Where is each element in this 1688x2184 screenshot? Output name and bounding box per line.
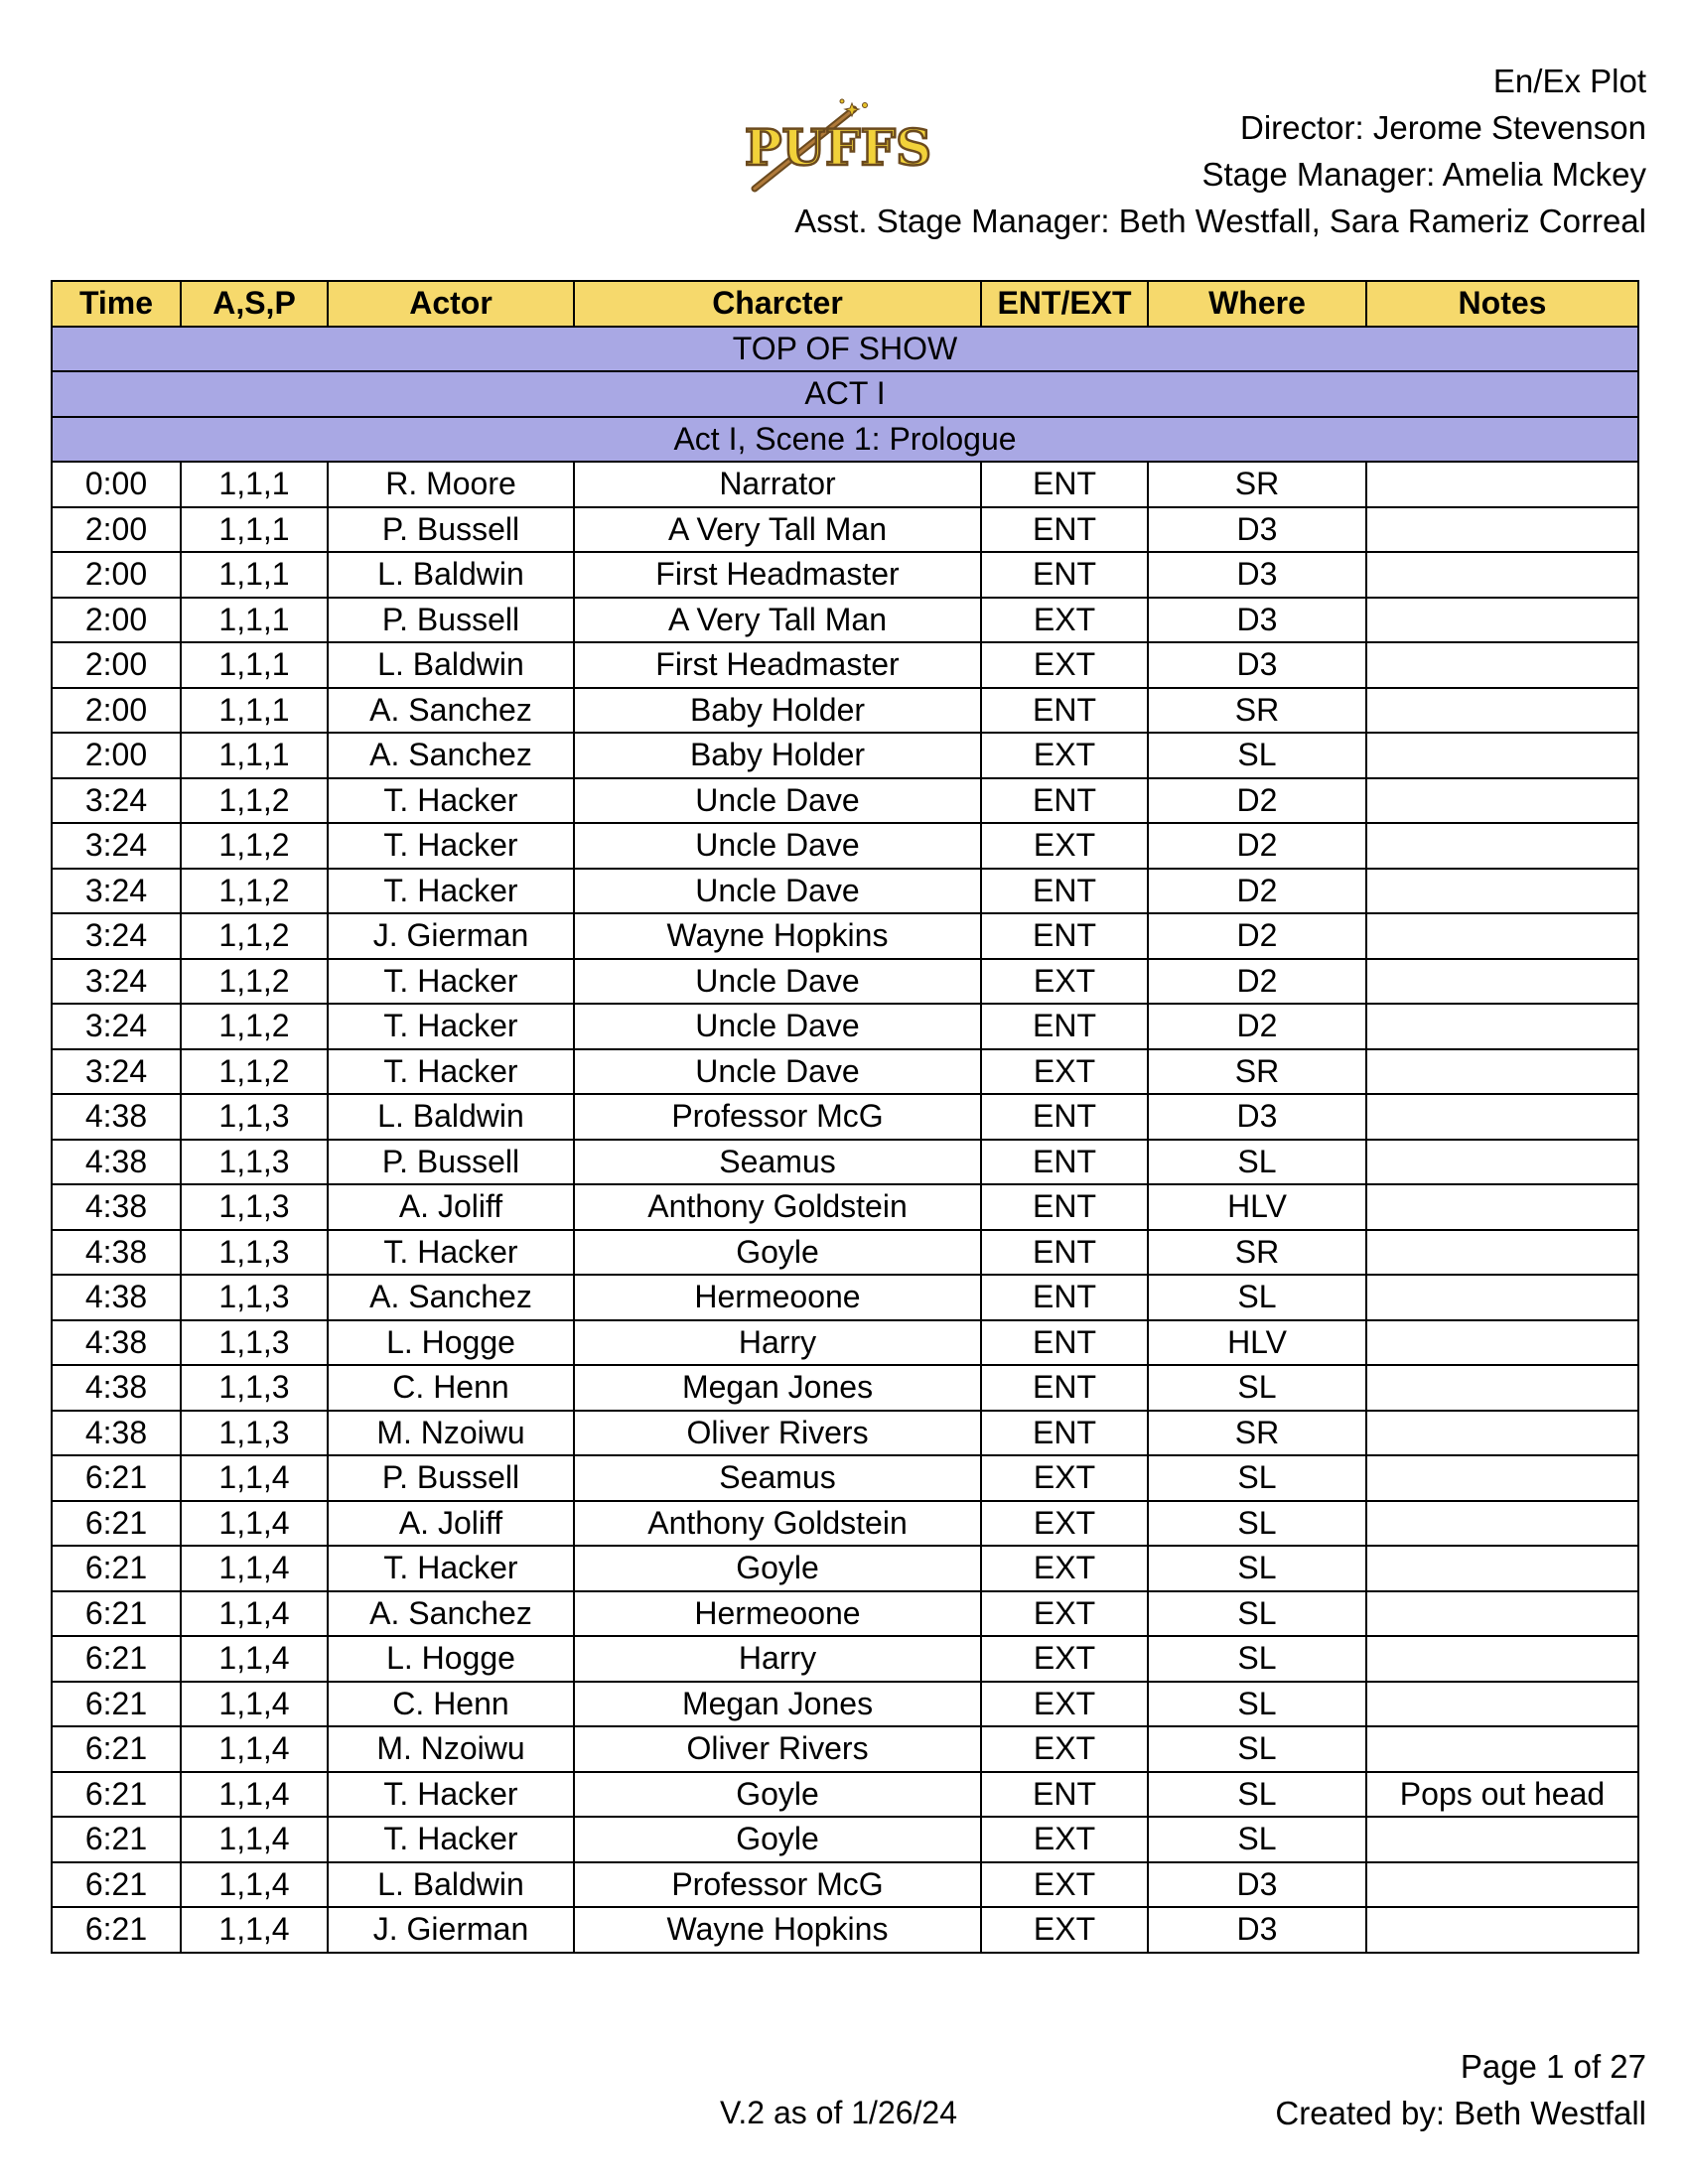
character-cell: Seamus — [574, 1140, 981, 1185]
logo-text: PUFFS — [744, 118, 931, 177]
asp-cell: 1,1,4 — [181, 1817, 328, 1862]
asp-cell: 1,1,4 — [181, 1862, 328, 1908]
table-row — [52, 1455, 1638, 1501]
actor-cell: T. Hacker — [328, 1004, 574, 1049]
actor-cell: C. Henn — [328, 1365, 574, 1411]
where-cell: D3 — [1148, 642, 1366, 688]
actor-cell: P. Bussell — [328, 598, 574, 643]
table-row — [52, 778, 1638, 824]
where-cell: SL — [1148, 1636, 1366, 1682]
actor-cell: L. Baldwin — [328, 552, 574, 598]
actor-cell: R. Moore — [328, 462, 574, 507]
actor-cell: T. Hacker — [328, 1230, 574, 1276]
col-header-time: Time — [52, 281, 181, 327]
ent-ext-cell: EXT — [981, 1726, 1148, 1772]
version-label: V.2 as of 1/26/24 — [720, 2095, 958, 2130]
where-cell: SL — [1148, 733, 1366, 778]
asp-cell: 1,1,3 — [181, 1365, 328, 1411]
time-cell: 6:21 — [52, 1817, 181, 1862]
ent-ext-cell: ENT — [981, 1275, 1148, 1320]
section-top-of-show: TOP OF SHOW — [52, 327, 1638, 372]
asp-cell: 1,1,2 — [181, 778, 328, 824]
time-cell: 4:38 — [52, 1365, 181, 1411]
asp-cell: 1,1,2 — [181, 913, 328, 959]
actor-cell: T. Hacker — [328, 1049, 574, 1095]
character-cell: Hermeoone — [574, 1275, 981, 1320]
character-cell: Oliver Rivers — [574, 1726, 981, 1772]
table-row — [52, 733, 1638, 778]
where-cell: D2 — [1148, 778, 1366, 824]
character-cell: Oliver Rivers — [574, 1411, 981, 1456]
where-cell: HLV — [1148, 1320, 1366, 1366]
where-cell: SL — [1148, 1682, 1366, 1727]
where-cell: SL — [1148, 1365, 1366, 1411]
ent-ext-cell: EXT — [981, 598, 1148, 643]
where-cell: SL — [1148, 1501, 1366, 1547]
where-cell: D3 — [1148, 598, 1366, 643]
character-cell: Uncle Dave — [574, 823, 981, 869]
table-row — [52, 913, 1638, 959]
asp-cell: 1,1,2 — [181, 869, 328, 914]
time-cell: 2:00 — [52, 507, 181, 553]
time-cell: 6:21 — [52, 1546, 181, 1591]
notes-cell — [1366, 1817, 1638, 1862]
asp-cell: 1,1,1 — [181, 462, 328, 507]
time-cell: 3:24 — [52, 778, 181, 824]
character-cell: Baby Holder — [574, 688, 981, 734]
actor-cell: T. Hacker — [328, 1546, 574, 1591]
actor-cell: M. Nzoiwu — [328, 1726, 574, 1772]
asp-cell: 1,1,2 — [181, 823, 328, 869]
ent-ext-cell: ENT — [981, 552, 1148, 598]
asp-cell: 1,1,4 — [181, 1546, 328, 1591]
table-row — [52, 1140, 1638, 1185]
notes-cell — [1366, 462, 1638, 507]
character-cell: Harry — [574, 1636, 981, 1682]
time-cell: 3:24 — [52, 959, 181, 1005]
actor-cell: L. Hogge — [328, 1636, 574, 1682]
asp-cell: 1,1,1 — [181, 642, 328, 688]
notes-cell — [1366, 1726, 1638, 1772]
character-cell: First Headmaster — [574, 552, 981, 598]
notes-cell — [1366, 1184, 1638, 1230]
table-row — [52, 959, 1638, 1005]
asp-cell: 1,1,4 — [181, 1591, 328, 1637]
section-act-1: ACT I — [52, 371, 1638, 417]
ent-ext-cell: ENT — [981, 1772, 1148, 1818]
character-cell: Uncle Dave — [574, 1049, 981, 1095]
ent-ext-cell: ENT — [981, 688, 1148, 734]
time-cell: 6:21 — [52, 1636, 181, 1682]
where-cell: SL — [1148, 1817, 1366, 1862]
ent-ext-cell: EXT — [981, 1546, 1148, 1591]
table-row — [52, 1004, 1638, 1049]
where-cell: D2 — [1148, 959, 1366, 1005]
table-row — [52, 1275, 1638, 1320]
notes-cell — [1366, 552, 1638, 598]
where-cell: SL — [1148, 1140, 1366, 1185]
notes-cell — [1366, 1682, 1638, 1727]
time-cell: 3:24 — [52, 823, 181, 869]
table-row — [52, 1365, 1638, 1411]
table-row — [52, 1907, 1638, 1953]
table-row — [52, 869, 1638, 914]
col-header-ent-ext: ENT/EXT — [981, 281, 1148, 327]
where-cell: D2 — [1148, 913, 1366, 959]
table-row — [52, 552, 1638, 598]
notes-cell — [1366, 869, 1638, 914]
asp-cell: 1,1,3 — [181, 1094, 328, 1140]
character-cell: Uncle Dave — [574, 778, 981, 824]
asp-cell: 1,1,3 — [181, 1230, 328, 1276]
where-cell: D3 — [1148, 552, 1366, 598]
where-cell: D2 — [1148, 869, 1366, 914]
character-cell: Uncle Dave — [574, 959, 981, 1005]
ent-ext-cell: ENT — [981, 1140, 1148, 1185]
ent-ext-cell: ENT — [981, 1411, 1148, 1456]
ent-ext-cell: EXT — [981, 1501, 1148, 1547]
character-cell: Wayne Hopkins — [574, 1907, 981, 1953]
ent-ext-cell: EXT — [981, 959, 1148, 1005]
where-cell: SL — [1148, 1726, 1366, 1772]
notes-cell: Pops out head — [1366, 1772, 1638, 1818]
time-cell: 4:38 — [52, 1275, 181, 1320]
notes-cell — [1366, 913, 1638, 959]
asp-cell: 1,1,2 — [181, 959, 328, 1005]
ent-ext-cell: ENT — [981, 1184, 1148, 1230]
notes-cell — [1366, 733, 1638, 778]
actor-cell: J. Gierman — [328, 1907, 574, 1953]
ent-ext-cell: EXT — [981, 1049, 1148, 1095]
time-cell: 4:38 — [52, 1094, 181, 1140]
where-cell: SL — [1148, 1591, 1366, 1637]
time-cell: 6:21 — [52, 1862, 181, 1908]
notes-cell — [1366, 1636, 1638, 1682]
actor-cell: P. Bussell — [328, 507, 574, 553]
actor-cell: L. Baldwin — [328, 1862, 574, 1908]
notes-cell — [1366, 507, 1638, 553]
ent-ext-cell: EXT — [981, 1591, 1148, 1637]
time-cell: 2:00 — [52, 552, 181, 598]
notes-cell — [1366, 1591, 1638, 1637]
time-cell: 6:21 — [52, 1591, 181, 1637]
ent-ext-cell: ENT — [981, 462, 1148, 507]
time-cell: 0:00 — [52, 462, 181, 507]
notes-cell — [1366, 1275, 1638, 1320]
character-cell: Goyle — [574, 1772, 981, 1818]
ent-ext-cell: EXT — [981, 1862, 1148, 1908]
time-cell: 4:38 — [52, 1230, 181, 1276]
time-cell: 2:00 — [52, 688, 181, 734]
ent-ext-cell: ENT — [981, 1004, 1148, 1049]
table-row — [52, 462, 1638, 507]
asp-cell: 1,1,3 — [181, 1140, 328, 1185]
table-row — [52, 1772, 1638, 1818]
col-header-asp: A,S,P — [181, 281, 328, 327]
table-row — [52, 1049, 1638, 1095]
time-cell: 3:24 — [52, 869, 181, 914]
actor-cell: C. Henn — [328, 1682, 574, 1727]
character-cell: Goyle — [574, 1230, 981, 1276]
where-cell: SR — [1148, 1230, 1366, 1276]
table-row — [52, 1591, 1638, 1637]
asp-cell: 1,1,3 — [181, 1184, 328, 1230]
asp-cell: 1,1,1 — [181, 507, 328, 553]
ent-ext-cell: EXT — [981, 823, 1148, 869]
time-cell: 4:38 — [52, 1140, 181, 1185]
where-cell: SR — [1148, 462, 1366, 507]
character-cell: Anthony Goldstein — [574, 1501, 981, 1547]
time-cell: 3:24 — [52, 913, 181, 959]
document-title: En/Ex Plot — [1492, 63, 1646, 99]
time-cell: 4:38 — [52, 1184, 181, 1230]
asp-cell: 1,1,3 — [181, 1275, 328, 1320]
character-cell: A Very Tall Man — [574, 507, 981, 553]
actor-cell: T. Hacker — [328, 869, 574, 914]
character-cell: Seamus — [574, 1455, 981, 1501]
where-cell: SR — [1148, 1411, 1366, 1456]
notes-cell — [1366, 1455, 1638, 1501]
table-row — [52, 642, 1638, 688]
asp-cell: 1,1,3 — [181, 1320, 328, 1366]
puffs-logo — [743, 97, 931, 197]
notes-cell — [1366, 1546, 1638, 1591]
table-row — [52, 1682, 1638, 1727]
table-row — [52, 1862, 1638, 1908]
notes-cell — [1366, 1004, 1638, 1049]
actor-cell: L. Baldwin — [328, 1094, 574, 1140]
table-header-row — [52, 281, 1638, 327]
asp-cell: 1,1,4 — [181, 1772, 328, 1818]
asp-cell: 1,1,1 — [181, 688, 328, 734]
ent-ext-cell: ENT — [981, 1365, 1148, 1411]
table-row — [52, 1411, 1638, 1456]
where-cell: D3 — [1148, 1094, 1366, 1140]
actor-cell: P. Bussell — [328, 1455, 574, 1501]
actor-cell: A. Sanchez — [328, 1591, 574, 1637]
actor-cell: L. Baldwin — [328, 642, 574, 688]
notes-cell — [1366, 1049, 1638, 1095]
actor-cell: A. Sanchez — [328, 1275, 574, 1320]
time-cell: 6:21 — [52, 1907, 181, 1953]
ent-ext-cell: ENT — [981, 507, 1148, 553]
where-cell: D3 — [1148, 507, 1366, 553]
created-by: Created by: Beth Westfall — [1275, 2095, 1646, 2131]
page-number: Page 1 of 27 — [1460, 2048, 1646, 2085]
table-row — [52, 507, 1638, 553]
asp-cell: 1,1,4 — [181, 1726, 328, 1772]
stage-manager-line: Stage Manager: Amelia Mckey — [1201, 156, 1646, 193]
ent-ext-cell: EXT — [981, 733, 1148, 778]
table-row — [52, 1636, 1638, 1682]
notes-cell — [1366, 778, 1638, 824]
actor-cell: T. Hacker — [328, 1772, 574, 1818]
asp-cell: 1,1,4 — [181, 1682, 328, 1727]
asp-cell: 1,1,4 — [181, 1455, 328, 1501]
notes-cell — [1366, 688, 1638, 734]
time-cell: 6:21 — [52, 1501, 181, 1547]
table-row — [52, 1726, 1638, 1772]
actor-cell: T. Hacker — [328, 778, 574, 824]
time-cell: 6:21 — [52, 1726, 181, 1772]
asp-cell: 1,1,4 — [181, 1907, 328, 1953]
table-row — [52, 598, 1638, 643]
ent-ext-cell: EXT — [981, 1682, 1148, 1727]
notes-cell — [1366, 1501, 1638, 1547]
time-cell: 6:21 — [52, 1682, 181, 1727]
asp-cell: 1,1,2 — [181, 1049, 328, 1095]
character-cell: Narrator — [574, 462, 981, 507]
ent-ext-cell: EXT — [981, 1907, 1148, 1953]
section-row — [52, 327, 1638, 372]
ent-ext-cell: ENT — [981, 1230, 1148, 1276]
ent-ext-cell: EXT — [981, 642, 1148, 688]
ent-ext-cell: EXT — [981, 1455, 1148, 1501]
ent-ext-cell: ENT — [981, 869, 1148, 914]
time-cell: 6:21 — [52, 1772, 181, 1818]
notes-cell — [1366, 1094, 1638, 1140]
actor-cell: A. Sanchez — [328, 733, 574, 778]
asp-cell: 1,1,3 — [181, 1411, 328, 1456]
character-cell: Goyle — [574, 1817, 981, 1862]
actor-cell: A. Joliff — [328, 1184, 574, 1230]
actor-cell: A. Joliff — [328, 1501, 574, 1547]
where-cell: SL — [1148, 1772, 1366, 1818]
ent-ext-cell: ENT — [981, 1320, 1148, 1366]
where-cell: SL — [1148, 1275, 1366, 1320]
where-cell: D2 — [1148, 823, 1366, 869]
character-cell: Hermeoone — [574, 1591, 981, 1637]
time-cell: 4:38 — [52, 1411, 181, 1456]
time-cell: 2:00 — [52, 642, 181, 688]
asst-stage-manager-line: Asst. Stage Manager: Beth Westfall, Sara Rameriz Correal — [794, 203, 1646, 239]
notes-cell — [1366, 598, 1638, 643]
table-row — [52, 1094, 1638, 1140]
time-cell: 2:00 — [52, 733, 181, 778]
character-cell: Uncle Dave — [574, 869, 981, 914]
actor-cell: T. Hacker — [328, 1817, 574, 1862]
actor-cell: J. Gierman — [328, 913, 574, 959]
character-cell: Professor McG — [574, 1862, 981, 1908]
asp-cell: 1,1,4 — [181, 1501, 328, 1547]
where-cell: SR — [1148, 688, 1366, 734]
notes-cell — [1366, 959, 1638, 1005]
col-header-notes: Notes — [1366, 281, 1638, 327]
actor-cell: T. Hacker — [328, 959, 574, 1005]
ent-ext-cell: ENT — [981, 913, 1148, 959]
where-cell: SL — [1148, 1455, 1366, 1501]
notes-cell — [1366, 823, 1638, 869]
where-cell: SL — [1148, 1546, 1366, 1591]
actor-cell: A. Sanchez — [328, 688, 574, 734]
ent-ext-cell: ENT — [981, 1094, 1148, 1140]
notes-cell — [1366, 1907, 1638, 1953]
notes-cell — [1366, 1230, 1638, 1276]
col-header-actor: Actor — [328, 281, 574, 327]
col-header-where: Where — [1148, 281, 1366, 327]
notes-cell — [1366, 1140, 1638, 1185]
notes-cell — [1366, 1365, 1638, 1411]
notes-cell — [1366, 642, 1638, 688]
ent-ext-cell: ENT — [981, 778, 1148, 824]
table-row — [52, 688, 1638, 734]
actor-cell: L. Hogge — [328, 1320, 574, 1366]
time-cell: 6:21 — [52, 1455, 181, 1501]
where-cell: SR — [1148, 1049, 1366, 1095]
where-cell: D3 — [1148, 1907, 1366, 1953]
character-cell: Professor McG — [574, 1094, 981, 1140]
table-row — [52, 1546, 1638, 1591]
actor-cell: T. Hacker — [328, 823, 574, 869]
character-cell: Goyle — [574, 1546, 981, 1591]
table-row — [52, 823, 1638, 869]
character-cell: Megan Jones — [574, 1682, 981, 1727]
where-cell: D2 — [1148, 1004, 1366, 1049]
character-cell: Uncle Dave — [574, 1004, 981, 1049]
time-cell: 3:24 — [52, 1049, 181, 1095]
character-cell: First Headmaster — [574, 642, 981, 688]
table-row — [52, 1320, 1638, 1366]
character-cell: Megan Jones — [574, 1365, 981, 1411]
table-row — [52, 1230, 1638, 1276]
notes-cell — [1366, 1862, 1638, 1908]
en-ex-plot-table — [51, 280, 1639, 1954]
asp-cell: 1,1,1 — [181, 598, 328, 643]
time-cell: 2:00 — [52, 598, 181, 643]
asp-cell: 1,1,1 — [181, 552, 328, 598]
table-row — [52, 1817, 1638, 1862]
section-row — [52, 417, 1638, 463]
asp-cell: 1,1,1 — [181, 733, 328, 778]
asp-cell: 1,1,2 — [181, 1004, 328, 1049]
character-cell: Harry — [574, 1320, 981, 1366]
table-row — [52, 1501, 1638, 1547]
section-act-1-scene-1: Act I, Scene 1: Prologue — [52, 417, 1638, 463]
where-cell: HLV — [1148, 1184, 1366, 1230]
time-cell: 4:38 — [52, 1320, 181, 1366]
col-header-character: Charcter — [574, 281, 981, 327]
notes-cell — [1366, 1320, 1638, 1366]
director-line: Director: Jerome Stevenson — [1239, 109, 1646, 146]
table-row — [52, 1184, 1638, 1230]
ent-ext-cell: EXT — [981, 1817, 1148, 1862]
character-cell: Anthony Goldstein — [574, 1184, 981, 1230]
where-cell: D3 — [1148, 1862, 1366, 1908]
section-row — [52, 371, 1638, 417]
ent-ext-cell: EXT — [981, 1636, 1148, 1682]
asp-cell: 1,1,4 — [181, 1636, 328, 1682]
character-cell: Baby Holder — [574, 733, 981, 778]
character-cell: A Very Tall Man — [574, 598, 981, 643]
character-cell: Wayne Hopkins — [574, 913, 981, 959]
actor-cell: M. Nzoiwu — [328, 1411, 574, 1456]
notes-cell — [1366, 1411, 1638, 1456]
time-cell: 3:24 — [52, 1004, 181, 1049]
actor-cell: P. Bussell — [328, 1140, 574, 1185]
